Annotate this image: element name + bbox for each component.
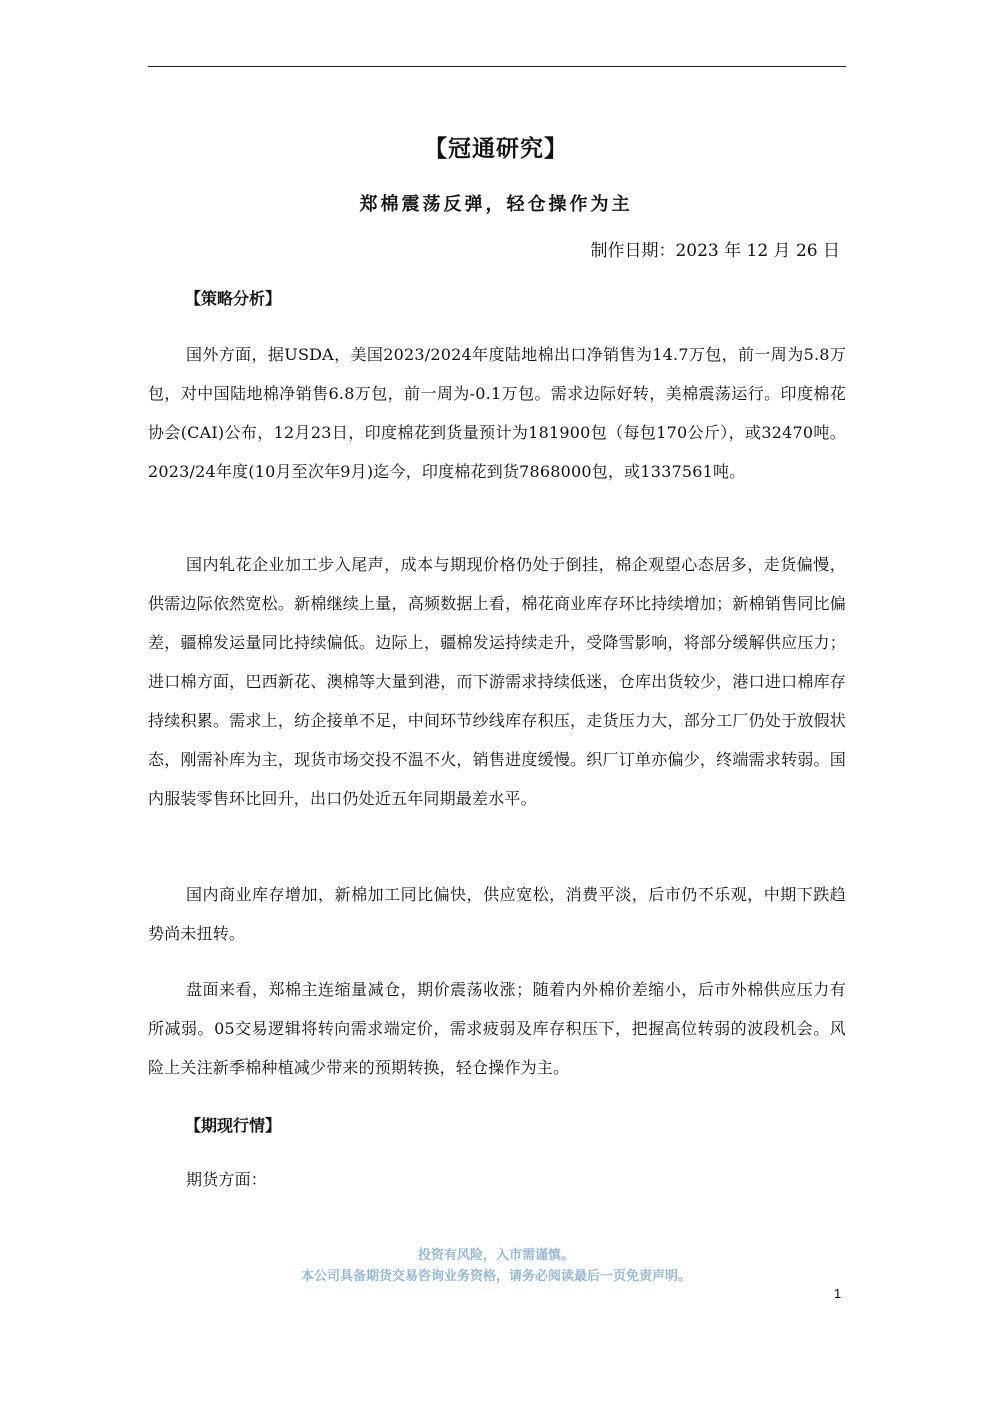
strategy-heading: 【策略分析】 bbox=[185, 289, 282, 308]
futures-label: 期货方面： bbox=[186, 1170, 268, 1189]
market-heading: 【期现行情】 bbox=[185, 1116, 282, 1135]
page-number: 1 bbox=[834, 1286, 842, 1301]
strategy-paragraph-outlook: 国内商业库存增加，新棉加工同比偏快，供应宽松，消费平淡，后市仍不乐观，中期下跌趋势尚未扭转。 bbox=[148, 885, 846, 943]
report-date: 制作日期：2023 年 12 月 26 日 bbox=[590, 241, 840, 261]
strategy-paragraph-domestic: 国内轧花企业加工步入尾声，成本与期现价格仍处于倒挂，棉企观望心态居多，走货偏慢，供需边际依然宽松。新棉继续上量，高频数据上看，棉花商业库存环比持续增加；新棉销售同比偏差，疆棉发运量同比持续偏低。边际上，疆棉发运持续走升，受降雪影响，将部分缓解供应压力；进口棉方面，巴西新花、澳棉等大量到港，而下游需求持续低迷，仓库出货较少，港口进口棉库存持续积累。需求上，纺企接单不足，中间环节纱线库存积压，走货压力大，部分工厂仍处于放假状态，刚需补库为主，现货市场交投不温不火，销售进度缓慢。织厂订单亦偏少，终端需求转弱。国内服装零售环比回升，出口仍处近五年同期最差水平。 bbox=[148, 555, 846, 808]
strategy-paragraph-international: 国外方面，据USDA，美国2023/2024年度陆地棉出口净销售为14.7万包，前一周为5.8万包，对中国陆地棉净销售6.8万包，前一周为-0.1万包。需求边际好转，美棉震荡运行。印度棉花协会(CAI)公布，12月23日，印度棉花到货量预计为181900包（每包170公斤），或32470吨。2023/24年度(10月至次年9月)迄今，印度棉花到货7868000包，或1337561吨。 bbox=[148, 345, 846, 481]
brand-title: 【冠通研究】 bbox=[424, 135, 568, 162]
report-headline: 郑棉震荡反弹，轻仓操作为主 bbox=[359, 194, 633, 215]
strategy-paragraph-technical: 盘面来看，郑棉主连缩量减仓，期价震荡收涨；随着内外棉价差缩小，后市外棉供应压力有所减弱。05交易逻辑将转向需求端定价，需求疲弱及库存积压下，把握高位转弱的波段机会。风险上关注新季棉种植减少带来的预期转换，轻仓操作为主。 bbox=[148, 980, 846, 1077]
disclaimer-note: 本公司具备期货交易咨询业务资格，请务必阅读最后一页免责声明。 bbox=[300, 1269, 691, 1284]
header-rule bbox=[148, 66, 846, 67]
risk-warning: 投资有风险，入市需谨慎。 bbox=[417, 1248, 574, 1263]
